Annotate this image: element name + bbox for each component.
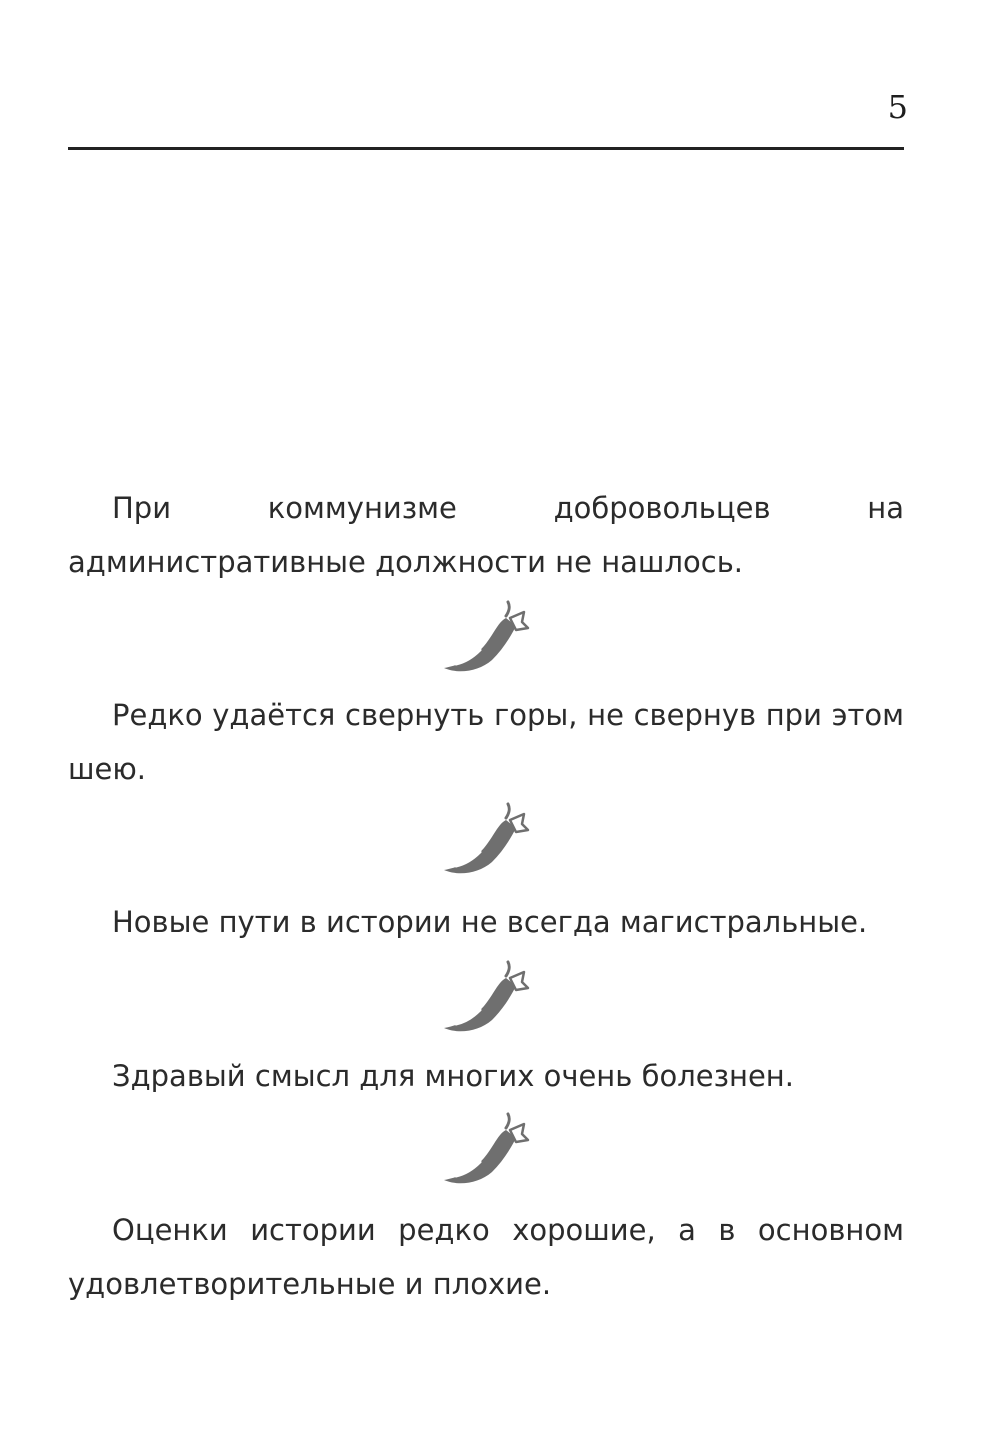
chili-pepper-icon bbox=[436, 802, 532, 882]
chili-pepper-icon bbox=[436, 960, 532, 1040]
aphorism-3: Новые пути в истории не всегда магистральные. bbox=[112, 905, 868, 939]
aphorism-2: Редко удаётся свернуть горы, не свернув при этом шею. bbox=[68, 698, 904, 786]
header-rule bbox=[68, 147, 904, 150]
aphorism-1: При коммунизме добровольцев на административные должности не нашлось. bbox=[68, 491, 904, 579]
chili-pepper-icon bbox=[436, 600, 532, 680]
aphorism-4: Здравый смысл для многих очень болезнен. bbox=[112, 1059, 794, 1093]
chili-pepper-icon bbox=[436, 1112, 532, 1192]
aphorism-5: Оценки истории редко хорошие, а в основном удовлетворительные и плохие. bbox=[68, 1213, 904, 1301]
page-number: 5 bbox=[887, 88, 908, 126]
